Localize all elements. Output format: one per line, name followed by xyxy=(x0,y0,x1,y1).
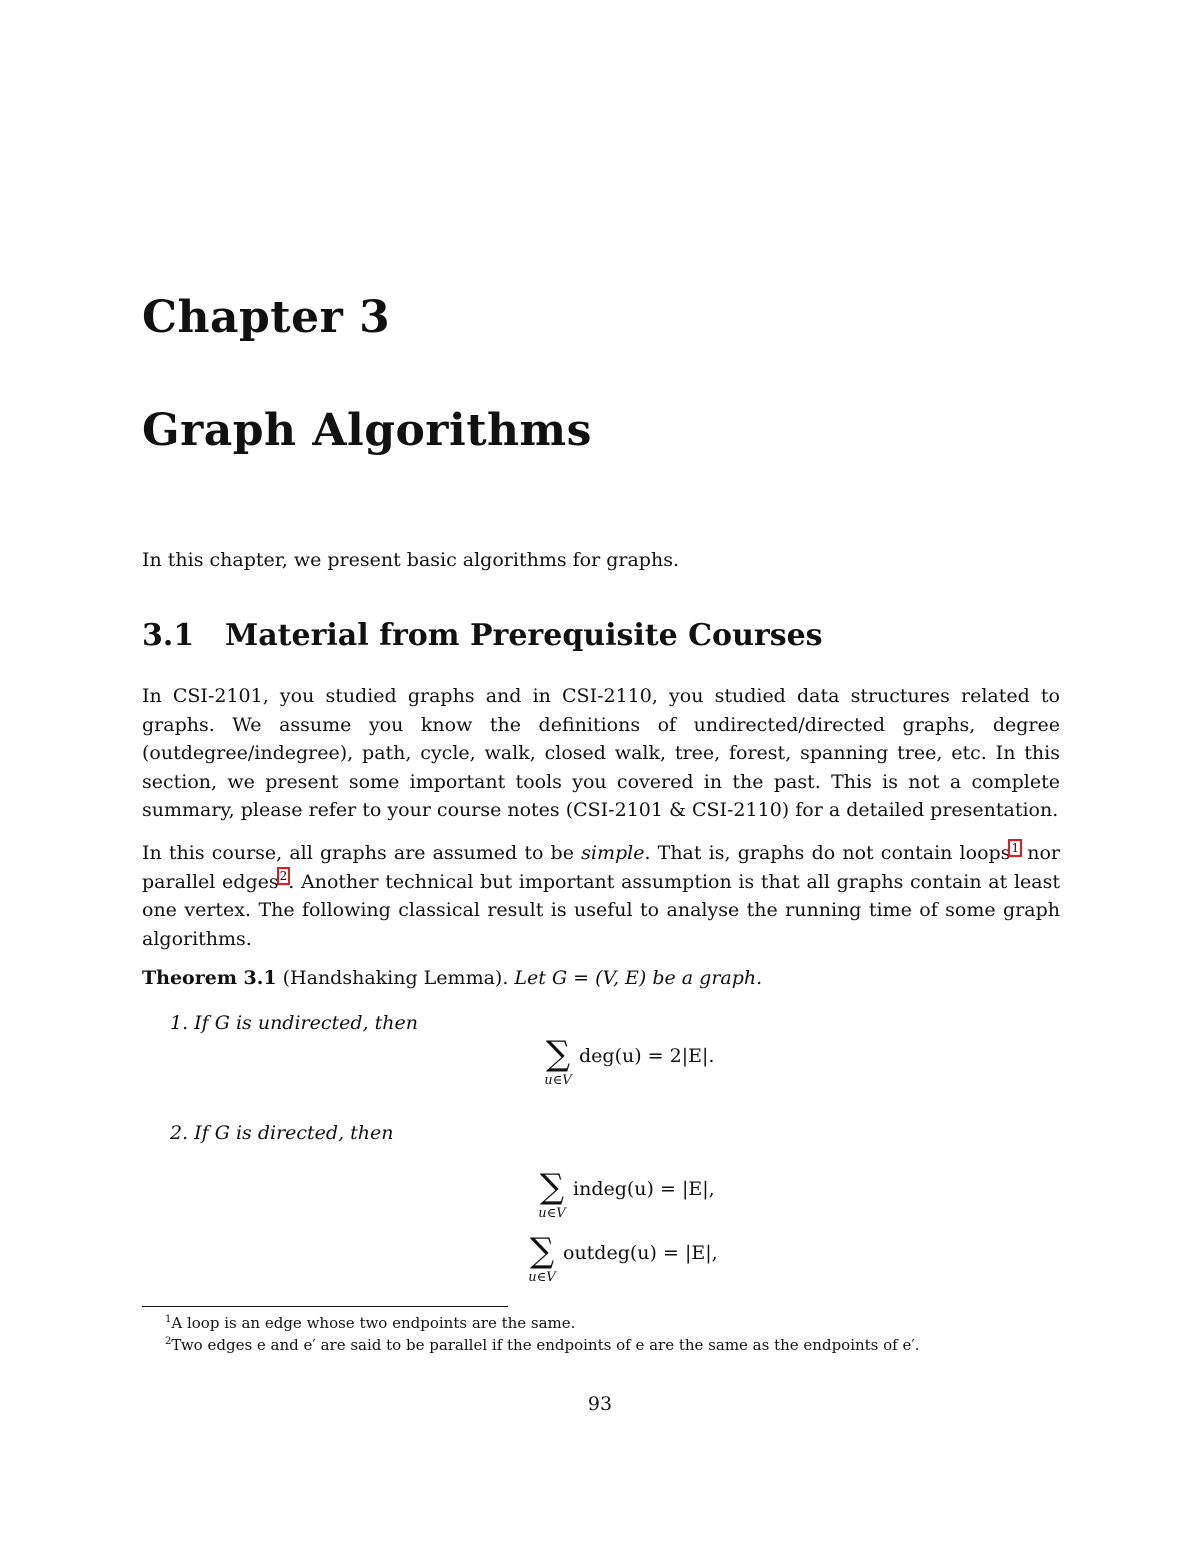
footnote-text: Two edges e and e′ are said to be parallel if the endpoints of e are the same as the endpoints of e′. xyxy=(171,1336,920,1354)
equation-indegree xyxy=(531,1167,715,1221)
section-heading xyxy=(142,618,823,653)
footnote-rule xyxy=(142,1306,508,1307)
paragraph-2-part-2: . That is, graphs do not contain loops xyxy=(644,842,1011,864)
page-number: 93 xyxy=(587,1393,613,1415)
footnote-mark: 1 xyxy=(165,1314,172,1325)
equation-expression: outdeg(u) = |E|, xyxy=(563,1242,718,1264)
equation-expression: deg(u) = 2|E|. xyxy=(579,1045,715,1067)
paragraph-1: In CSI-2101, you studied graphs and in CSI-2110, you studied data structures related to graphs. We assume you know the definitions of undirected/directed graphs, degree (outdegree/indegree), path, cycle, walk, closed walk, tree, forest, spanning tree, etc. In this section, we present some important tools you covered in the past. This is not a complete summary, please refer to your course notes (CSI-2101 & CSI-2110) for a detailed presentation. xyxy=(142,685,1060,821)
footnote-link-1[interactable]: 1 xyxy=(1011,840,1020,855)
paragraph-2-part-4: . Another technical but important assumption is that all graphs contain at least one vertex. The following classical result is useful to analyse the running time of some graph algorithms. xyxy=(142,870,1060,950)
footnote-2 xyxy=(165,1336,920,1354)
paragraph-2 xyxy=(142,839,1060,953)
sigma-symbol: ∑ xyxy=(529,1231,555,1271)
summation-subscript: u∈V xyxy=(538,1206,566,1221)
equation-expression: indeg(u) = |E|, xyxy=(573,1178,715,1200)
summation-subscript: u∈V xyxy=(544,1073,572,1088)
chapter-label: Chapter 3 xyxy=(142,292,391,343)
section-title: Material from Prerequisite Courses xyxy=(225,618,823,653)
paragraph-2-part-3: nor parallel edges xyxy=(142,842,1060,893)
intro-text: In this chapter, we present basic algorithms for graphs. xyxy=(142,549,679,571)
summation xyxy=(537,1034,579,1088)
theorem-statement xyxy=(142,967,762,989)
theorem-name: (Handshaking Lemma). xyxy=(276,967,509,989)
sigma-symbol: ∑ xyxy=(545,1034,571,1074)
theorem-item-2: 2. If G is directed, then xyxy=(170,1122,394,1144)
theorem-body: Let G = (V, E) be a graph. xyxy=(508,967,763,989)
equation-outdegree xyxy=(521,1231,718,1285)
emphasis-simple: simple xyxy=(581,842,645,864)
theorem-item-1: 1. If G is undirected, then xyxy=(170,1012,418,1034)
theorem-head: Theorem 3.1 xyxy=(142,967,277,989)
footnote-link-2[interactable]: 2 xyxy=(279,869,288,884)
chapter-title: Graph Algorithms xyxy=(142,405,592,456)
summation xyxy=(521,1231,563,1285)
footnote-text: A loop is an edge whose two endpoints are the same. xyxy=(171,1314,576,1332)
footnote-1 xyxy=(165,1314,575,1332)
summation xyxy=(531,1167,573,1221)
equation-undirected xyxy=(537,1034,715,1088)
summation-subscript: u∈V xyxy=(528,1270,556,1285)
footnote-mark: 2 xyxy=(165,1336,172,1347)
paragraph-2-part-1: In this course, all graphs are assumed to be xyxy=(142,842,582,864)
sigma-symbol: ∑ xyxy=(539,1167,565,1207)
section-number: 3.1 xyxy=(142,618,195,653)
